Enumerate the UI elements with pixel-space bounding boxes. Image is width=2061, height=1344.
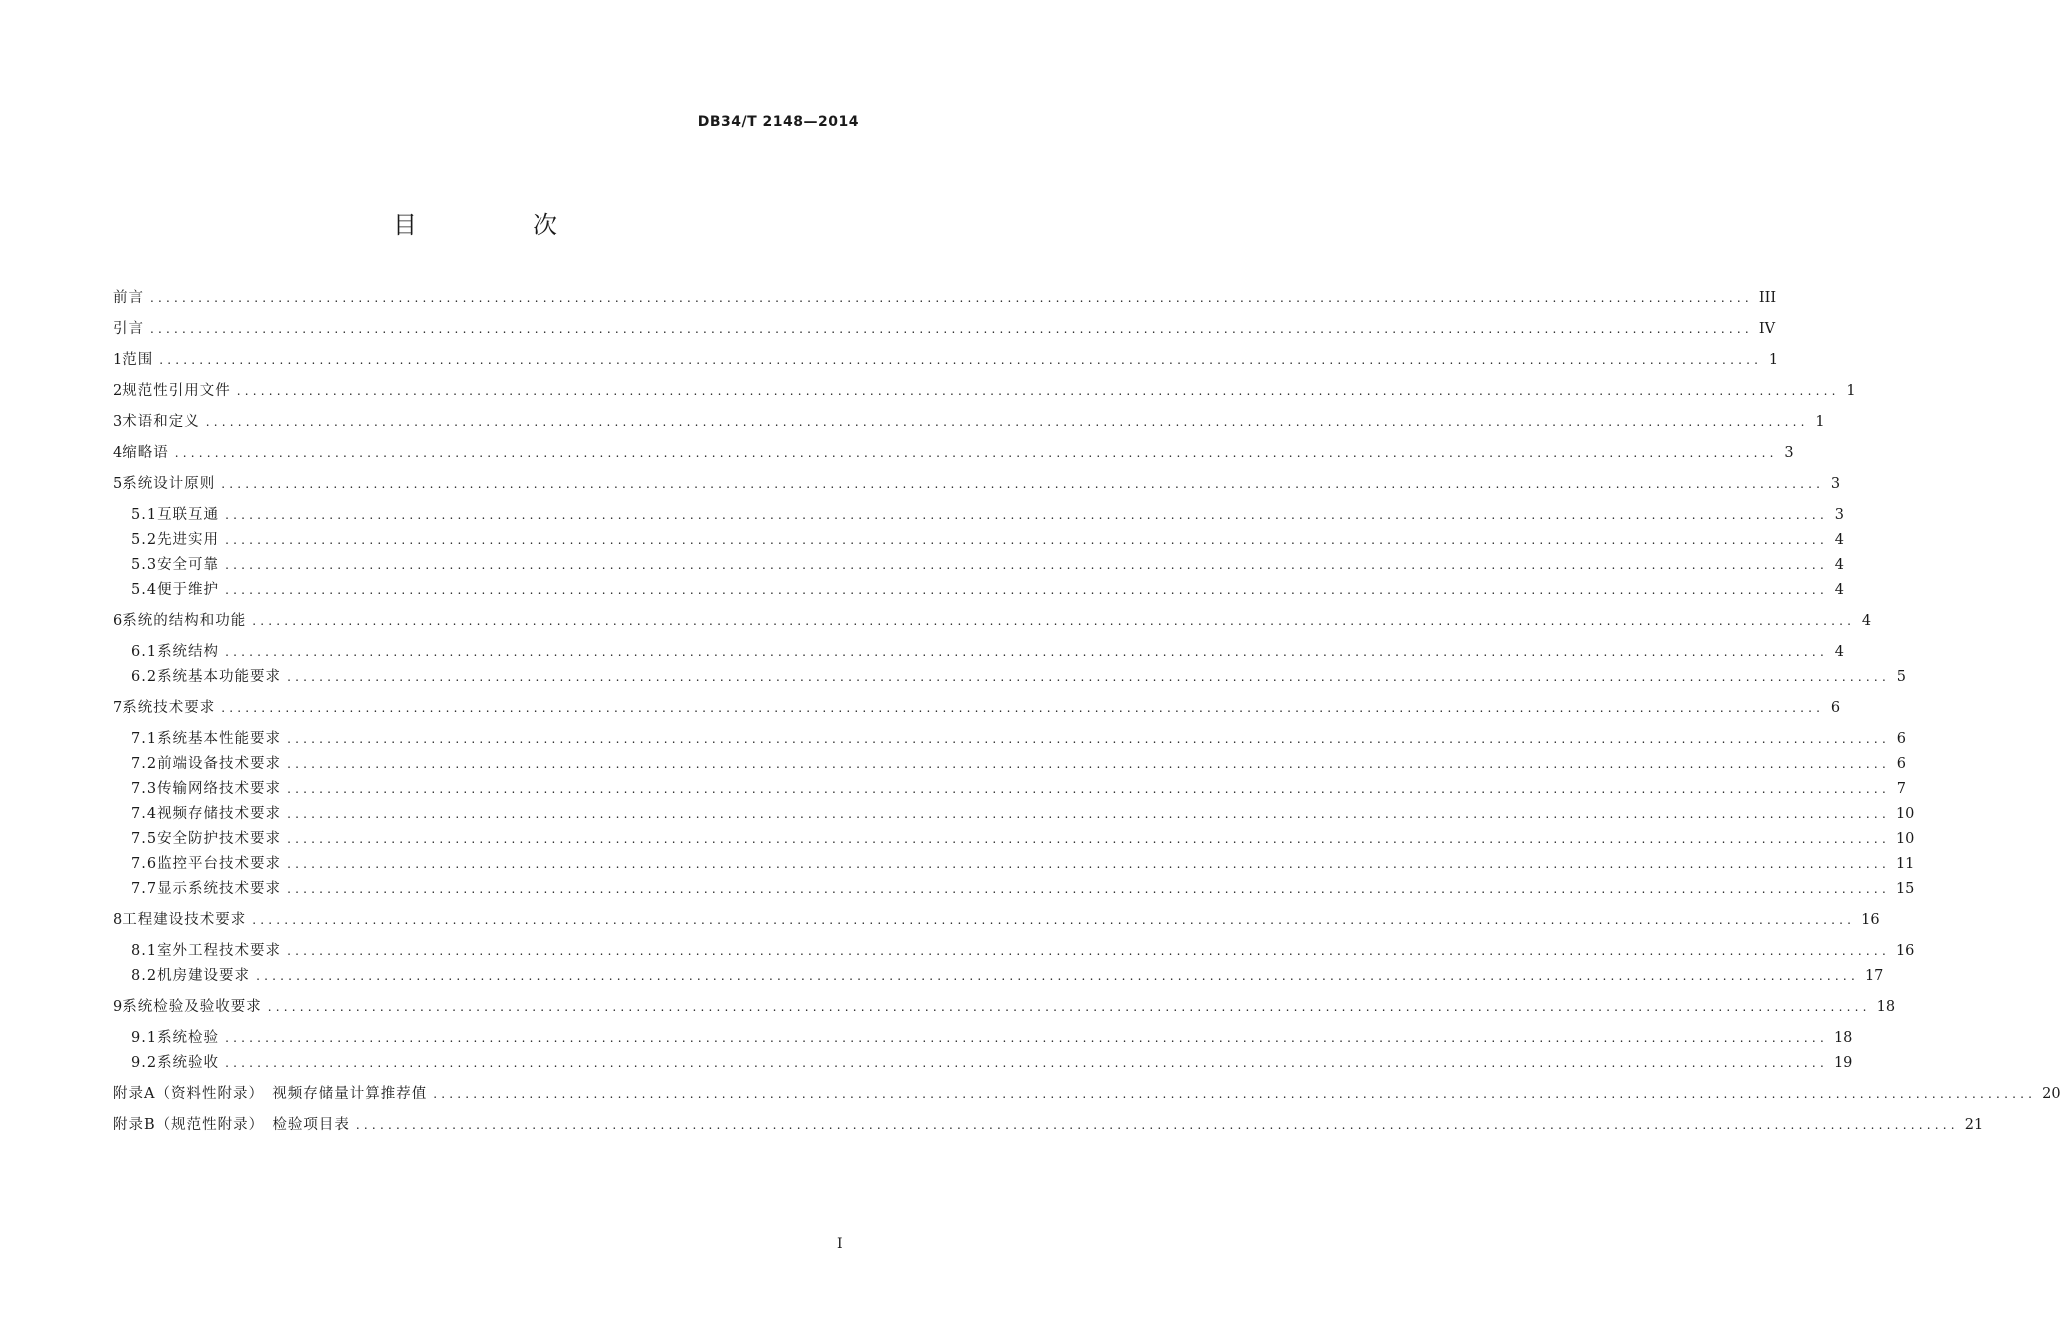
toc-leader-dots: ........................................................................................................................................................................................................ (174, 446, 1778, 460)
toc-entry-label: 互联互通 (157, 507, 220, 523)
toc-entry-number: 6.2 (131, 669, 158, 685)
toc-entry-page: 4 (1834, 644, 1844, 660)
toc-entry[interactable] (113, 286, 1777, 311)
toc-entry-number: 5.1 (131, 507, 158, 523)
toc-leader-dots: ........................................................................................................................................................................................................ (159, 353, 1763, 367)
toc-entry-label: 系统检验 (157, 1030, 220, 1046)
toc-entry-page: 6 (1830, 700, 1841, 716)
toc-entry-label: 系统技术要求 (122, 700, 216, 716)
toc-entry-page: 4 (1834, 557, 1844, 573)
toc-leader-dots: ........................................................................................................................................................................................................ (287, 782, 1890, 796)
toc-entry-number: 5 (113, 476, 123, 492)
toc-entry-page: IV (1758, 321, 1776, 337)
toc-entry-page: III (1758, 290, 1777, 306)
toc-leader-dots: ........................................................................................................................................................................................................ (150, 322, 1753, 336)
toc-leader-dots: ........................................................................................................................................................................................................ (287, 857, 1890, 871)
toc-entry[interactable] (113, 852, 1915, 877)
toc-entry-page: 3 (1830, 476, 1841, 492)
toc-entry[interactable] (113, 1026, 1853, 1051)
toc-entry-label: 系统的结构和功能 (122, 613, 247, 629)
toc-entry-page: 17 (1864, 968, 1884, 984)
toc-entry[interactable] (113, 503, 1844, 528)
page-number: I (837, 1236, 843, 1252)
toc-leader-dots: ........................................................................................................................................................................................................ (225, 1056, 1828, 1070)
toc-entry-number: 1 (113, 352, 123, 368)
toc-entry-label: 系统验收 (157, 1055, 220, 1071)
toc-entry-page: 16 (1895, 943, 1915, 959)
toc-entry[interactable] (113, 802, 1915, 827)
toc-entry[interactable] (113, 877, 1915, 902)
toc-entry-page: 5 (1896, 669, 1906, 685)
toc-entry[interactable] (113, 1082, 2061, 1107)
toc-entry-number: 9.2 (131, 1055, 158, 1071)
toc-entry-label: 显示系统技术要求 (157, 881, 282, 897)
toc-entry[interactable] (113, 472, 1841, 497)
toc-entry-page: 3 (1784, 445, 1794, 461)
toc-entry-label: 系统检验及验收要求 (122, 999, 262, 1015)
toc-leader-dots: ........................................................................................................................................................................................................ (252, 614, 1856, 628)
toc-leader-dots: ........................................................................................................................................................................................................ (221, 701, 1825, 715)
toc-entry-number: 8 (113, 912, 123, 928)
toc-leader-dots: ........................................................................................................................................................................................................ (205, 415, 1809, 429)
toc-entry-number: 5.3 (131, 557, 158, 573)
toc-entry-label: 前言 (113, 290, 144, 306)
toc-entry[interactable] (113, 410, 1825, 435)
toc-leader-dots: ........................................................................................................................................................................................................ (221, 477, 1825, 491)
toc-leader-dots: ........................................................................................................................................................................................................ (225, 533, 1828, 547)
toc-entry-page: 18 (1876, 999, 1896, 1015)
toc-leader-dots: ........................................................................................................................................................................................................ (287, 807, 1890, 821)
toc-entry-label: 便于维护 (157, 582, 220, 598)
toc-entry-label: 系统结构 (157, 644, 220, 660)
toc-entry-page: 6 (1896, 756, 1906, 772)
toc-entry[interactable] (113, 665, 1906, 690)
toc-entry-number: 5.2 (131, 532, 158, 548)
toc-entry[interactable] (113, 727, 1906, 752)
toc-entry[interactable] (113, 553, 1844, 578)
toc-entry-label: 视频存储技术要求 (157, 806, 282, 822)
toc-entry-label: 系统基本功能要求 (157, 669, 282, 685)
toc-entry-label: 监控平台技术要求 (157, 856, 282, 872)
toc-entry-page: 4 (1861, 613, 1872, 629)
toc-entry[interactable] (113, 908, 1880, 933)
toc-leader-dots: ........................................................................................................................................................................................................ (287, 732, 1890, 746)
toc-entry[interactable] (113, 827, 1915, 852)
toc-entry[interactable] (113, 1113, 1984, 1138)
toc-leader-dots: ........................................................................................................................................................................................................ (287, 757, 1890, 771)
toc-entry-number: 7 (113, 700, 123, 716)
toc-entry-number: 7.6 (131, 856, 158, 872)
toc-entry-label: 工程建设技术要求 (122, 912, 247, 928)
toc-leader-dots: ........................................................................................................................................................................................................ (252, 913, 1856, 927)
toc-leader-dots: ........................................................................................................................................................................................................ (225, 508, 1828, 522)
toc-leader-dots: ........................................................................................................................................................................................................ (287, 670, 1890, 684)
toc-entry[interactable] (113, 939, 1915, 964)
toc-leader-dots: ........................................................................................................................................................................................................ (287, 944, 1890, 958)
toc-leader-dots: ........................................................................................................................................................................................................ (236, 384, 1840, 398)
toc-entry[interactable] (113, 379, 1856, 404)
toc-entry-page: 10 (1895, 806, 1915, 822)
toc-entry-label: 附录A（资料性附录） 视频存储量计算推荐值 (113, 1086, 428, 1102)
toc-leader-dots: ........................................................................................................................................................................................................ (267, 1000, 1871, 1014)
toc-entry[interactable] (113, 777, 1906, 802)
toc-entry-label: 室外工程技术要求 (157, 943, 282, 959)
toc-entry-label: 附录B（规范性附录） 检验项目表 (113, 1117, 350, 1133)
toc-entry[interactable] (113, 348, 1779, 373)
toc-leader-dots: ........................................................................................................................................................................................................ (433, 1087, 2037, 1101)
toc-entry-page: 1 (1846, 383, 1856, 399)
toc-entry-label: 安全可靠 (157, 557, 220, 573)
toc-entry-label: 传输网络技术要求 (157, 781, 282, 797)
toc-entry-label: 安全防护技术要求 (157, 831, 282, 847)
toc-entry-number: 8.1 (131, 943, 158, 959)
toc-entry[interactable] (113, 640, 1844, 665)
toc-entry-label: 引言 (113, 321, 144, 337)
toc-entry-page: 21 (1964, 1117, 1984, 1133)
toc-entry[interactable] (113, 995, 1896, 1020)
table-of-contents (113, 286, 2061, 1138)
toc-entry-page: 10 (1895, 831, 1915, 847)
toc-title: 目 次 (393, 211, 603, 239)
toc-entry[interactable] (113, 964, 1884, 989)
toc-entry-number: 8.2 (131, 968, 158, 984)
toc-entry-number: 9.1 (131, 1030, 158, 1046)
toc-leader-dots: ........................................................................................................................................................................................................ (225, 645, 1828, 659)
toc-entry-number: 7.7 (131, 881, 158, 897)
toc-entry-number: 6 (113, 613, 123, 629)
toc-entry-label: 缩略语 (122, 445, 169, 461)
toc-entry-label: 系统设计原则 (122, 476, 216, 492)
toc-entry[interactable] (113, 441, 1794, 466)
toc-entry-number: 7.2 (131, 756, 158, 772)
toc-leader-dots: ........................................................................................................................................................................................................ (287, 882, 1890, 896)
toc-entry-number: 9 (113, 999, 123, 1015)
toc-entry[interactable] (113, 696, 1841, 721)
toc-entry[interactable] (113, 528, 1844, 553)
toc-entry-page: 6 (1896, 731, 1906, 747)
toc-entry-number: 5.4 (131, 582, 158, 598)
toc-leader-dots: ........................................................................................................................................................................................................ (150, 291, 1753, 305)
toc-entry-label: 规范性引用文件 (122, 383, 231, 399)
toc-entry-label: 先进实用 (157, 532, 220, 548)
toc-entry-number: 7.4 (131, 806, 158, 822)
toc-entry-page: 20 (2042, 1086, 2061, 1102)
toc-entry-label: 机房建设要求 (157, 968, 251, 984)
toc-entry-page: 11 (1895, 856, 1915, 872)
toc-entry-number: 4 (113, 445, 123, 461)
document-code: DB34/T 2148—2014 (697, 114, 859, 130)
toc-entry[interactable] (113, 609, 1872, 634)
toc-entry-page: 4 (1834, 582, 1844, 598)
toc-entry[interactable] (113, 1051, 1853, 1076)
toc-entry[interactable] (113, 317, 1776, 342)
toc-entry-label: 系统基本性能要求 (157, 731, 282, 747)
toc-entry-page: 19 (1833, 1055, 1853, 1071)
toc-entry-label: 前端设备技术要求 (157, 756, 282, 772)
toc-leader-dots: ........................................................................................................................................................................................................ (355, 1118, 1959, 1132)
toc-entry-number: 7.3 (131, 781, 158, 797)
toc-entry-number: 6.1 (131, 644, 158, 660)
toc-leader-dots: ........................................................................................................................................................................................................ (225, 583, 1828, 597)
toc-entry-label: 范围 (122, 352, 154, 368)
toc-entry-number: 2 (113, 383, 123, 399)
toc-entry-page: 1 (1815, 414, 1825, 430)
toc-entry-page: 15 (1895, 881, 1915, 897)
toc-entry-number: 3 (113, 414, 123, 430)
toc-entry-page: 1 (1768, 352, 1779, 368)
toc-entry-label: 术语和定义 (122, 414, 200, 430)
toc-entry-page: 4 (1834, 532, 1844, 548)
toc-entry-number: 7.5 (131, 831, 158, 847)
toc-leader-dots: ........................................................................................................................................................................................................ (225, 1031, 1828, 1045)
toc-leader-dots: ........................................................................................................................................................................................................ (287, 832, 1890, 846)
toc-entry[interactable] (113, 752, 1906, 777)
toc-leader-dots: ........................................................................................................................................................................................................ (256, 969, 1859, 983)
toc-entry-page: 16 (1861, 912, 1880, 928)
toc-entry-number: 7.1 (131, 731, 158, 747)
toc-leader-dots: ........................................................................................................................................................................................................ (225, 558, 1828, 572)
toc-entry[interactable] (113, 578, 1844, 603)
toc-entry-page: 18 (1833, 1030, 1853, 1046)
toc-entry-page: 3 (1834, 507, 1844, 523)
toc-entry-page: 7 (1896, 781, 1906, 797)
